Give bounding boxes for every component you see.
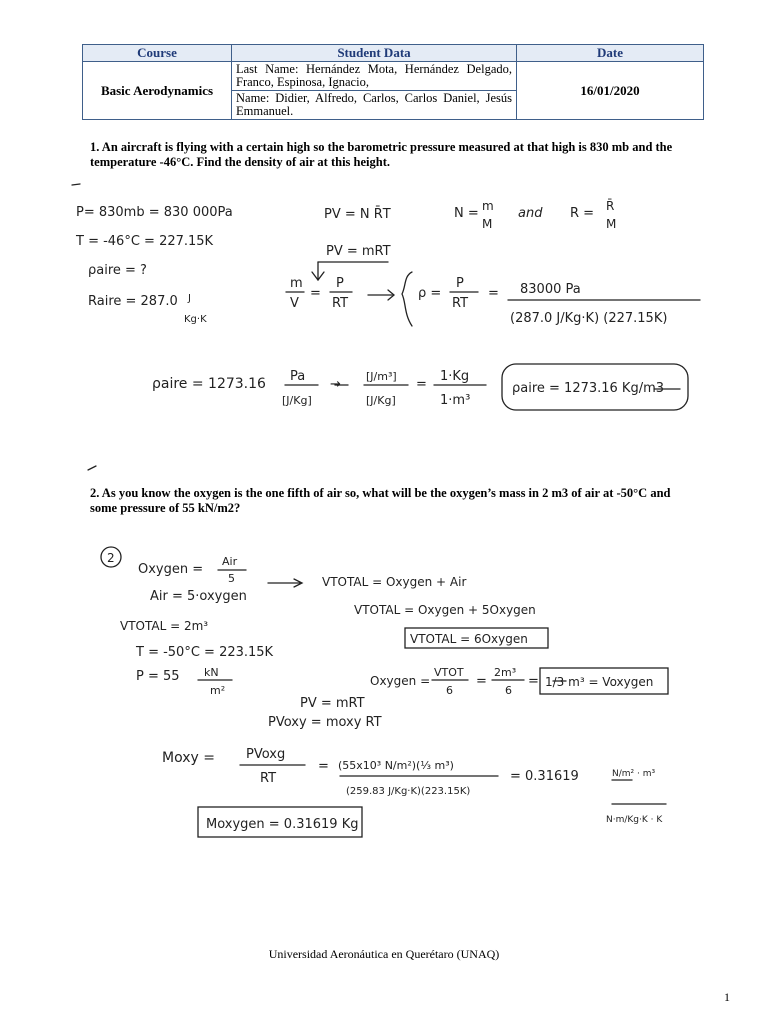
q1-r-eq: R = — [570, 206, 595, 221]
q1-dim2-den: 1·m³ — [440, 393, 471, 408]
q2-oxy-den1: 6 — [446, 684, 453, 697]
question-1-number: 1 — [90, 140, 97, 154]
q1-n-den: M — [482, 217, 493, 231]
q2-moxy-lhs: Moxy = — [162, 750, 215, 766]
col-student-header: Student Data — [232, 45, 517, 62]
col-course-header: Course — [83, 45, 232, 62]
q2-oxy-num2: 2m³ — [494, 666, 517, 679]
page-number: 1 — [724, 990, 730, 1004]
svg-text:=: = — [310, 286, 321, 301]
q2-eq-unit-num: N/m² · m³ — [612, 769, 656, 779]
q1-rho-eq: ρ = — [418, 286, 442, 301]
q1-result-unit-num: Pa — [290, 369, 306, 384]
q1-dim2-num: 1·Kg — [440, 369, 470, 384]
q2-eq-unit-den: N·m/Kg·K · K — [606, 815, 663, 825]
q2-oxy-lhs: Oxygen = — [370, 674, 431, 688]
q1-result-unit-den: [J/Kg] — [282, 394, 312, 407]
q1-gas-constant-unit-den: Kg·K — [184, 314, 207, 325]
q2-pv-mrt: PV = mRT — [300, 696, 365, 711]
q1-pv-mrt: PV = mRT — [326, 244, 391, 259]
svg-text:=: = — [416, 377, 427, 392]
svg-text:=: = — [528, 674, 539, 689]
q1-result: ρaire = 1273.16 — [152, 376, 266, 392]
svg-text:=: = — [476, 674, 487, 689]
question-2-text: . As you know the oxygen is the one fifth of air so, what will be the oxygen’s mass in 2 m3 of air at -50°C and some pressure of 55 kN/m2? — [90, 486, 671, 515]
q1-pressure: P= 830mb = 830 000Pa — [76, 205, 233, 220]
q2-eq-value: = 0.31619 — [510, 769, 579, 784]
date-cell: 16/01/2020 — [517, 62, 704, 120]
q2-circle-number: 2 — [107, 551, 115, 565]
q2-temperature: T = -50°C = 223.15K — [136, 645, 274, 660]
col-date-header: Date — [517, 45, 704, 62]
q1-frac-m: m — [290, 276, 303, 291]
q1-temperature: T = -46°C = 227.15K — [76, 234, 214, 249]
q2-oxy-num1: VTOT — [434, 666, 464, 679]
q2-vtotal-c: VTOTAL = 6Oxygen — [410, 632, 528, 646]
q1-gas-constant-unit-num: J — [188, 293, 191, 304]
q1-subst-num: 83000 Pa — [520, 282, 581, 297]
q2-oxy-result: 1/3 m³ = Voxygen — [545, 675, 654, 689]
q1-frac-rt2: RT — [452, 296, 469, 311]
q2-pressure-unit-den: m² — [210, 684, 226, 697]
q2-vtotal-a: VTOTAL = Oxygen + Air — [322, 575, 467, 589]
q1-n-eq: N = — [454, 206, 479, 221]
q1-subst-den: (287.0 J/Kg·K) (227.15K) — [510, 311, 668, 326]
q2-oxygen-num: Air — [222, 555, 238, 568]
q1-frac-p2: P — [456, 276, 464, 291]
q2-subst-num: (55x10³ N/m²)(⅓ m³) — [338, 759, 454, 772]
q2-oxygen-den: 5 — [228, 572, 235, 585]
svg-text:→: → — [330, 377, 341, 392]
q1-n-num: m — [482, 199, 494, 213]
q1-final-answer: ρaire = 1273.16 Kg/m3 — [512, 381, 665, 396]
q2-vtotal-value: VTOTAL = 2m³ — [120, 619, 209, 633]
q2-air-eq: Air = 5·oxygen — [150, 589, 247, 604]
q1-frac-p: P — [336, 276, 344, 291]
q1-r-num: R̄ — [606, 199, 615, 213]
q2-final-answer: Moxygen = 0.31619 Kg — [206, 817, 359, 832]
question-2 — [90, 486, 696, 516]
name-cell: Name: Didier, Alfredo, Carlos, Carlos Daniel, Jesús Emmanuel. — [232, 91, 517, 120]
svg-text:=: = — [488, 286, 499, 301]
question-2-number: 2 — [90, 486, 97, 500]
q2-pvoxy: PVoxy = moxy RT — [268, 715, 382, 730]
q2-oxy-den2: 6 — [505, 684, 512, 697]
q2-pressure-unit-num: kN — [204, 666, 219, 679]
q1-and: and — [518, 206, 543, 221]
q1-dim1-num: [J/m³] — [366, 370, 397, 383]
q1-frac-v: V — [290, 296, 299, 311]
q1-gas-constant: Raire = 287.0 — [88, 294, 178, 309]
q2-vtotal-b: VTOTAL = Oxygen + 5Oxygen — [354, 603, 536, 617]
q2-pressure: P = 55 — [136, 669, 180, 684]
q1-r-den: M — [606, 217, 617, 231]
footer-university: Universidad Aeronáutica en Querétaro (UNAQ) — [268, 947, 500, 961]
q1-dim1-den: [J/Kg] — [366, 394, 396, 407]
q2-moxy-num: PVoxg — [246, 747, 286, 762]
last-name-cell: Last Name: Hernández Mota, Hernández Delgado, Franco, Espinosa, Ignacio, — [232, 62, 517, 91]
q2-moxy-den: RT — [260, 771, 277, 786]
q2-subst-den: (259.83 J/Kg·K)(223.15K) — [346, 786, 471, 797]
course-cell: Basic Aerodynamics — [83, 62, 232, 120]
question-1-text: . An aircraft is flying with a certain high so the barometric pressure measured at that high is 830 mb and the temperature -46°C. Find the density of air at this height. — [90, 140, 673, 169]
q1-frac-rt: RT — [332, 296, 349, 311]
svg-text:=: = — [318, 759, 329, 774]
q1-density-unknown: ρaire = ? — [88, 263, 147, 278]
q1-ideal-gas-eq: PV = N R̄T — [324, 207, 391, 222]
q2-oxygen-eq: Oxygen = — [138, 562, 204, 577]
